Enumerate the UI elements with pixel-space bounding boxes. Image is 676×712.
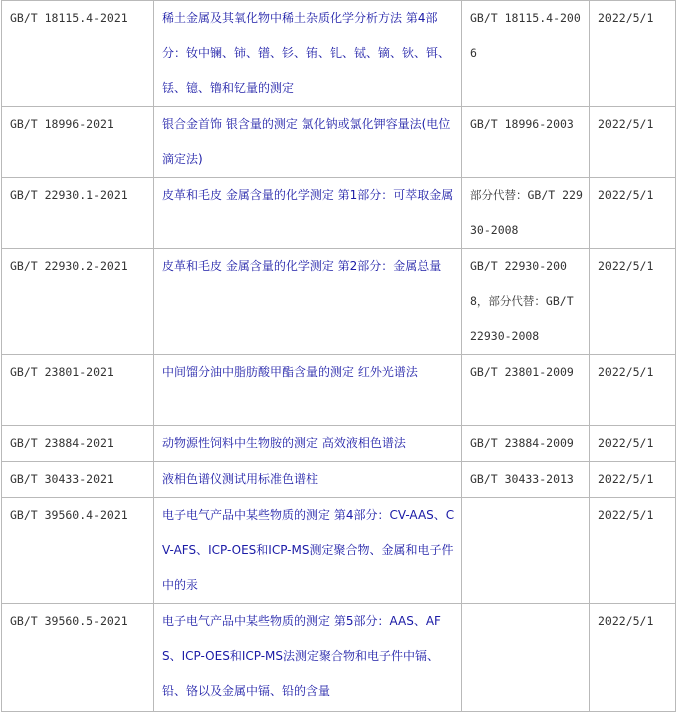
table-row [2, 462, 676, 498]
replaced-standard: GB/T 18115.4-2006 [462, 1, 590, 107]
standard-code: GB/T 18115.4-2021 [2, 1, 154, 107]
standards-table [1, 0, 676, 712]
standards-table-body [2, 1, 676, 712]
standard-name-cell [154, 426, 462, 462]
replaced-standard: GB/T 30433-2013 [462, 462, 590, 498]
standard-code: GB/T 23884-2021 [2, 426, 154, 462]
standard-name-link[interactable]: 动物源性饲料中生物胺的测定 高效液相色谱法 [162, 436, 406, 450]
standard-code: GB/T 18996-2021 [2, 107, 154, 178]
standard-name-cell [154, 498, 462, 604]
table-row [2, 107, 676, 178]
standard-name-link[interactable]: 电子电气产品中某些物质的测定 第5部分：AAS、AFS、ICP-OES和ICP-MS法测定聚合物和电子件中镉、铅、铬以及金属中镉、铅的含量 [162, 614, 441, 698]
effective-date: 2022/5/1 [590, 249, 676, 355]
standard-name-cell [154, 462, 462, 498]
standard-name-cell [154, 249, 462, 355]
effective-date: 2022/5/1 [590, 498, 676, 604]
replaced-standard [462, 498, 590, 604]
replaced-standard: GB/T 23884-2009 [462, 426, 590, 462]
standard-name-link[interactable]: 稀土金属及其氧化物中稀土杂质化学分析方法 第4部分：钕中镧、铈、镨、钐、铕、钆、铽、镝、钬、铒、铥、镱、镥和钇量的测定 [162, 11, 451, 95]
effective-date: 2022/5/1 [590, 604, 676, 712]
standard-name-cell [154, 604, 462, 712]
standard-name-link[interactable]: 银合金首饰 银含量的测定 氯化钠或氯化钾容量法(电位滴定法) [162, 117, 451, 166]
table-row [2, 249, 676, 355]
standard-name-cell [154, 1, 462, 107]
standard-name-cell [154, 355, 462, 426]
standard-name-link[interactable]: 液相色谱仪测试用标准色谱柱 [162, 472, 319, 486]
standard-code: GB/T 39560.4-2021 [2, 498, 154, 604]
standard-name-link[interactable]: 电子电气产品中某些物质的测定 第4部分：CV-AAS、CV-AFS、ICP-OES和ICP-MS测定聚合物、金属和电子件中的汞 [162, 508, 455, 592]
standard-code: GB/T 22930.1-2021 [2, 178, 154, 249]
replaced-standard [462, 604, 590, 712]
effective-date: 2022/5/1 [590, 178, 676, 249]
effective-date: 2022/5/1 [590, 1, 676, 107]
standard-code: GB/T 23801-2021 [2, 355, 154, 426]
standard-name-link[interactable]: 中间馏分油中脂肪酸甲酯含量的测定 红外光谱法 [162, 365, 418, 379]
effective-date: 2022/5/1 [590, 355, 676, 426]
standard-name-cell [154, 107, 462, 178]
effective-date: 2022/5/1 [590, 107, 676, 178]
standard-code: GB/T 22930.2-2021 [2, 249, 154, 355]
table-row [2, 1, 676, 107]
effective-date: 2022/5/1 [590, 426, 676, 462]
table-row [2, 178, 676, 249]
table-row [2, 498, 676, 604]
replaced-standard: GB/T 22930-2008，部分代替：GB/T 22930-2008 [462, 249, 590, 355]
effective-date: 2022/5/1 [590, 462, 676, 498]
standard-name-cell [154, 178, 462, 249]
table-row [2, 604, 676, 712]
standard-name-link[interactable]: 皮革和毛皮 金属含量的化学测定 第2部分：金属总量 [162, 259, 442, 273]
standard-code: GB/T 39560.5-2021 [2, 604, 154, 712]
replaced-standard: GB/T 18996-2003 [462, 107, 590, 178]
standard-code: GB/T 30433-2021 [2, 462, 154, 498]
standard-name-link[interactable]: 皮革和毛皮 金属含量的化学测定 第1部分：可萃取金属 [162, 188, 454, 202]
replaced-standard: GB/T 23801-2009 [462, 355, 590, 426]
table-row [2, 426, 676, 462]
replaced-standard: 部分代替：GB/T 22930-2008 [462, 178, 590, 249]
table-row [2, 355, 676, 426]
